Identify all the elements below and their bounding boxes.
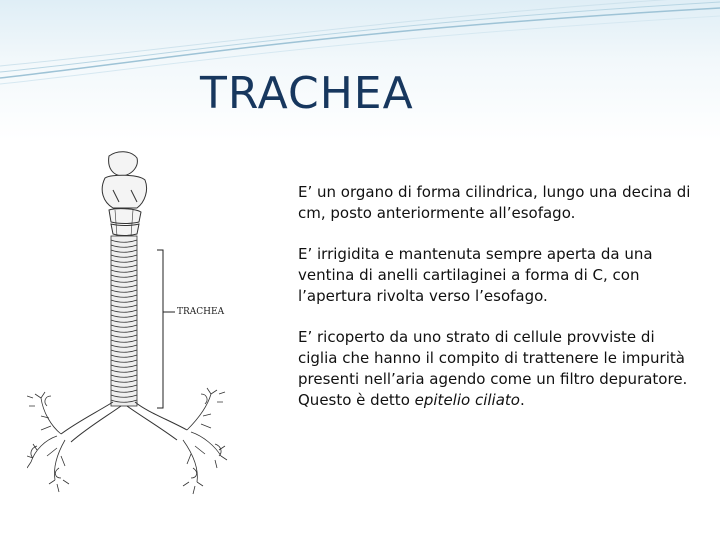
trachea-rings — [111, 236, 137, 406]
paragraph-3-suffix: . — [519, 391, 525, 409]
right-bronchial-branches — [183, 388, 227, 494]
slide-title: TRACHEA — [200, 68, 414, 119]
bronchi — [61, 402, 187, 442]
trachea-illustration — [27, 150, 233, 497]
larynx-cartilage — [102, 152, 146, 236]
trachea-figure-label: TRACHEA — [177, 307, 225, 317]
paragraph-3-text: E’ ricoperto da uno strato di cellule provviste di ciglia che hanno il compito di trattenere le impurità presenti nell’aria agendo come un filtro depuratore. Questo è detto — [298, 328, 688, 409]
left-bronchial-branches — [27, 392, 69, 492]
trachea-figure — [27, 150, 233, 497]
label-bracket — [157, 250, 175, 408]
paragraph-3 — [298, 327, 698, 411]
paragraph-1: E’ un organo di forma cilindrica, lungo una decina di cm, posto anteriormente all’esofago. — [298, 183, 691, 222]
body-text — [298, 182, 698, 431]
paragraph-2: E’ irrigidita e mantenuta sempre aperta da una ventina di anelli cartilaginei a forma di C, con l’apertura rivolta verso l’esofago. — [298, 245, 653, 305]
paragraph-3-emphasis: epitelio ciliato — [414, 391, 520, 409]
